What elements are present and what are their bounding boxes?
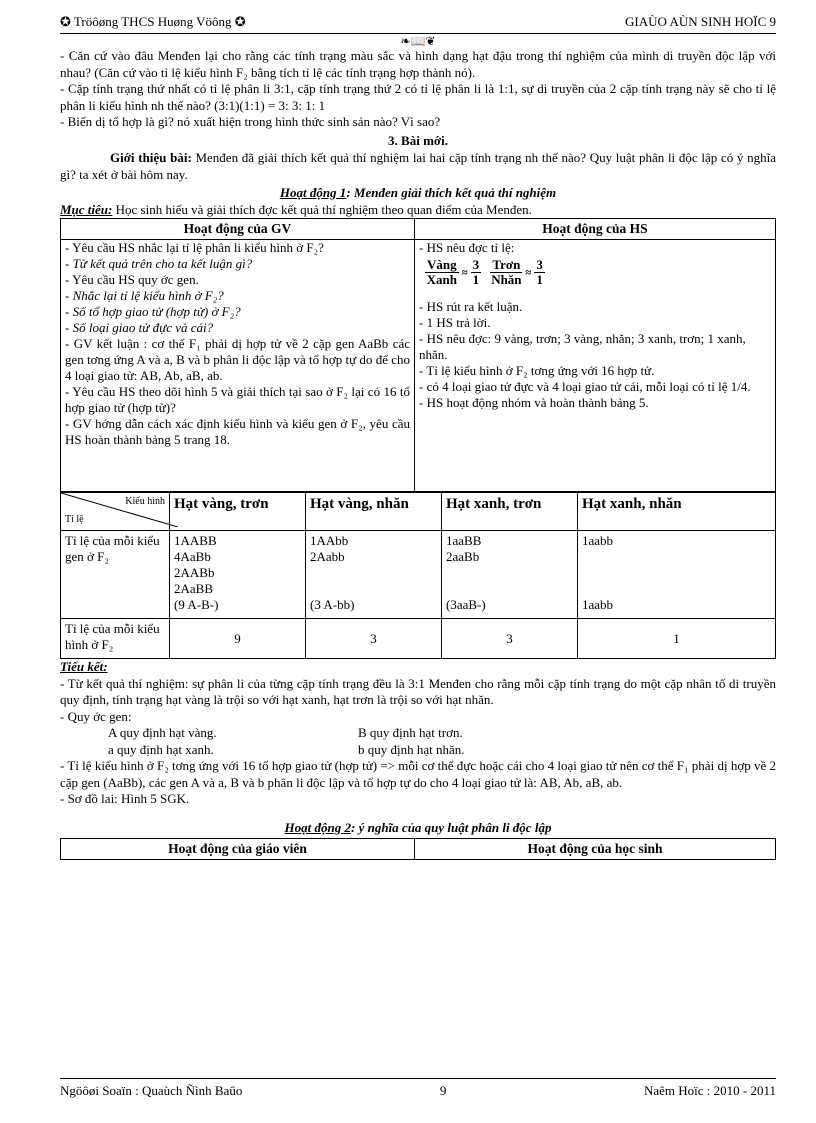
- summary-p4: - Sơ đồ lai: Hình 5 SGK.: [60, 791, 190, 806]
- document-title: GIAÙO AÙN SINH HOÏC 9: [625, 14, 776, 29]
- activity2-table: [60, 838, 776, 860]
- section-heading: 3. Bài mới.: [388, 132, 448, 148]
- question-3: - Biến dị tổ hợp là gì? nó xuất hiện trong hình thức sinh sản nào? Vì sao?: [60, 114, 441, 129]
- genotype-cell: [306, 531, 442, 619]
- ratio-den: Nhăn: [491, 272, 522, 287]
- school-year: Naêm Hoïc : 2010 - 2011: [643, 1083, 776, 1098]
- ratio-num: Trơn: [492, 257, 521, 272]
- hs-item: - có 4 loại giao tử đực và 4 loại giao tử cái, mỗi loại có tỉ lệ 1/4.: [419, 379, 751, 394]
- hs-item: - HS rút ra kết luận.: [419, 299, 523, 314]
- activity2-title: : ý nghĩa của quy luật phân li độc lập: [351, 819, 552, 835]
- gv-cell: [61, 240, 415, 492]
- ratio-color: [425, 258, 481, 287]
- row-label-genotype: Tỉ lệ của mỗi kiểu gen ở F₂: [61, 531, 170, 619]
- ratio-num: 3: [536, 257, 543, 272]
- gv-item: - Yêu cầu HS nhắc lại tỉ lệ phân li kiểu hình ở F₂?: [65, 240, 324, 255]
- activity1-table: [60, 218, 776, 492]
- gene-row-1: [60, 725, 776, 742]
- corner-top-label: Kiểu hình: [125, 496, 165, 507]
- activity1-label: Hoạt động 1: [279, 185, 347, 200]
- table5-header: Hạt xanh, trơn: [442, 493, 578, 531]
- hs-item: - Tỉ lệ kiểu hình ở F₂ tơng ứng với 16 hợp tử.: [419, 363, 655, 378]
- phenotype-ratio: 3: [306, 619, 442, 659]
- genotype: 2aaBb: [446, 549, 480, 564]
- genotype-summary: 1aabb: [582, 597, 614, 612]
- summary-p3: - Tỉ lệ kiểu hình ở F₂ tơng ứng với 16 tổ hợp giao tử (hợp tử) => mỗi cơ thể đực hoặc cái cho 4 loại giao tử nên cơ thể F₁ phải dị hợp về 2 cặp gen (AaBb), các gen A và a, B và b phân li độc lập và tổ hợp tự do cho 4 loại giao tử là: AB, Ab, aB, ab.: [60, 758, 776, 790]
- gv-item: - Nhắc lại tỉ lệ kiểu hình ở F₂?: [65, 288, 224, 303]
- gene-def: A quy định hạt vàng.: [108, 725, 217, 740]
- gv-item: - GV kết luận : cơ thể F₁ phải dị hợp tử về 2 cặp gen AaBb các gen tơng ứng A và a, B và b phân li độc lập và tổ hợp tự do để cho 4 loại giao tử: AB, Ab, aB, ab.: [65, 336, 410, 383]
- table5-header: Hạt vàng, trơn: [170, 493, 306, 531]
- intro-text: Menđen đã giải thích kết quả thí nghiệm lai hai cặp tính trạng nh thế nào? Quy luật phân li độc lập có ý nghĩa gì? ta xét ở bài hôm nay.: [60, 150, 776, 182]
- hs-cell: [415, 240, 776, 492]
- author: Ngöôøi Soaïn : Quaùch Ñình Baûo: [60, 1083, 243, 1098]
- page-footer: [60, 1078, 776, 1099]
- genotype: 2AABb: [174, 565, 215, 580]
- hs-item: - HS nêu đợc: 9 vàng, trơn; 3 vàng, nhăn; 3 xanh, trơn; 1 xanh, nhăn.: [419, 331, 746, 362]
- genotype: 2AaBB: [174, 581, 213, 596]
- hs-item: - HS hoạt động nhóm và hoàn thành bảng 5.: [419, 395, 649, 410]
- intro-label: Giới thiệu bài:: [110, 150, 192, 165]
- gene-def: B quy định hạt trơn.: [358, 725, 463, 740]
- genotype: 1aaBB: [446, 533, 482, 548]
- corner-bottom-label: Tỉ lệ: [65, 514, 84, 525]
- row-label-phenotype: Tỉ lệ của mỗi kiểu hình ở F₂: [61, 619, 170, 659]
- genotype-cell: [442, 531, 578, 619]
- phenotype-ratio: 3: [442, 619, 578, 659]
- hs-intro: - HS nêu đợc tỉ lệ:: [419, 240, 515, 255]
- page-header: [60, 14, 776, 32]
- activity1-heading: [60, 185, 776, 202]
- question-2: - Cặp tính trạng thứ nhất có tỉ lệ phân li 3:1, cặp tính trạng thứ 2 có tỉ lệ phân li là 1:1, sự di truyền của 2 cặp tính trạng này sẽ cho tỉ lệ phân li kiểu hình nh thế nào? (3:1)(1:1) = 3: 3: 1: 1: [60, 81, 776, 113]
- ratio-num: 3: [472, 257, 480, 272]
- col-hs-header: Hoạt động của HS: [415, 219, 776, 240]
- summary-p1: - Từ kết quả thí nghiệm: sự phân li của từng cặp tính trạng đều là 3:1 Menđen cho rằng mỗi cặp tính trạng do một cặp nhân tố di truyền quy định, tính trạng hạt vàng là trội so với hạt xanh, hạt trơn là trội so với hạt nhăn.: [60, 675, 776, 707]
- phenotype-ratio: 1: [578, 619, 776, 659]
- ratio-shape: [490, 258, 544, 287]
- col-hs-header: Hoạt động của học sinh: [415, 839, 776, 860]
- approx-sign: ≈: [461, 266, 468, 279]
- objective-text: Học sinh hiểu và giải thích đợc kết quả thí nghiệm theo quan điểm của Menđen.: [112, 201, 532, 217]
- genotype-summary: (3 A-bb): [310, 597, 355, 612]
- table-5: [60, 492, 776, 659]
- summary-label: Tiểu kết:: [60, 659, 108, 674]
- school-name: ✪ Tröôøng THCS Huøng Vöông ✪: [60, 14, 246, 29]
- introduction: [60, 150, 776, 183]
- header-ornament: ❧📖❦: [400, 34, 436, 48]
- col-gv-header: Hoạt động của giáo viên: [61, 839, 415, 860]
- gv-item: - Yêu cầu HS theo dõi hình 5 và giải thích tại sao ở F₂ lại có 16 tổ hợp giao tử (hợp tử)?: [65, 384, 410, 415]
- col-gv-header: Hoạt động của GV: [61, 219, 415, 240]
- genotype: 1AABB: [174, 533, 217, 548]
- genotype: 2Aabb: [310, 549, 345, 564]
- genotype: 1aabb: [582, 533, 614, 548]
- gv-item: - Yêu cầu HS quy ớc gen.: [65, 272, 199, 287]
- objective-label: Mục tiêu:: [60, 201, 113, 217]
- genotype-cell: [578, 531, 776, 619]
- table5-header: Hạt xanh, nhăn: [578, 493, 776, 531]
- question-1: - Căn cứ vào đâu Menđen lại cho rằng các tính trạng màu sắc và hình dạng hạt đậu trong thí nghiệm của mình di truyền độc lập với nhau? (Căn cứ vào tỉ lệ kiểu hình F₂ bằng tích tỉ lệ các tính trạng hợp thành nó).: [60, 48, 776, 80]
- ratio-den: 1: [536, 272, 543, 287]
- activity1-title: : Menđen giải thích kết quả thí nghiệm: [346, 185, 557, 200]
- genotype: 4AaBb: [174, 549, 211, 564]
- page-number: 9: [439, 1083, 447, 1098]
- ratio-den: 1: [472, 272, 480, 287]
- ratio-den: Xanh: [426, 272, 457, 287]
- page: [60, 14, 776, 860]
- genotype-cell: [170, 531, 306, 619]
- genotype: 1AAbb: [310, 533, 349, 548]
- table5-header: Hạt vàng, nhăn: [306, 493, 442, 531]
- table5-corner: [61, 493, 170, 531]
- hs-item: - 1 HS trả lời.: [419, 315, 491, 330]
- gene-row-2: [60, 742, 776, 759]
- gv-item: - Số loại giao tử đực và cái?: [65, 320, 214, 335]
- approx-sign: ≈: [525, 266, 532, 279]
- gv-item: - Số tổ hợp giao tử (hợp tử) ở F₂?: [65, 304, 241, 319]
- objective: [60, 202, 776, 219]
- activity2-heading: [60, 820, 776, 837]
- gene-def: a quy định hạt xanh.: [108, 741, 214, 757]
- ratio-num: Vàng: [427, 257, 457, 272]
- activity2-label: Hoạt động 2: [284, 819, 351, 835]
- phenotype-ratio: 9: [170, 619, 306, 659]
- gv-item: - Từ kết quả trên cho ta kết luận gì?: [65, 256, 253, 271]
- genotype-summary: (3aaB-): [446, 597, 486, 612]
- gv-item: - GV hớng dẫn cách xác định kiểu hình và kiểu gen ở F₂, yêu cầu HS hoàn thành bảng 5 trang 18.: [65, 416, 410, 447]
- genotype-summary: (9 A-B-): [174, 597, 219, 612]
- summary-p2: - Quy ớc gen:: [60, 708, 132, 724]
- gene-def: b quy định hạt nhăn.: [358, 741, 465, 757]
